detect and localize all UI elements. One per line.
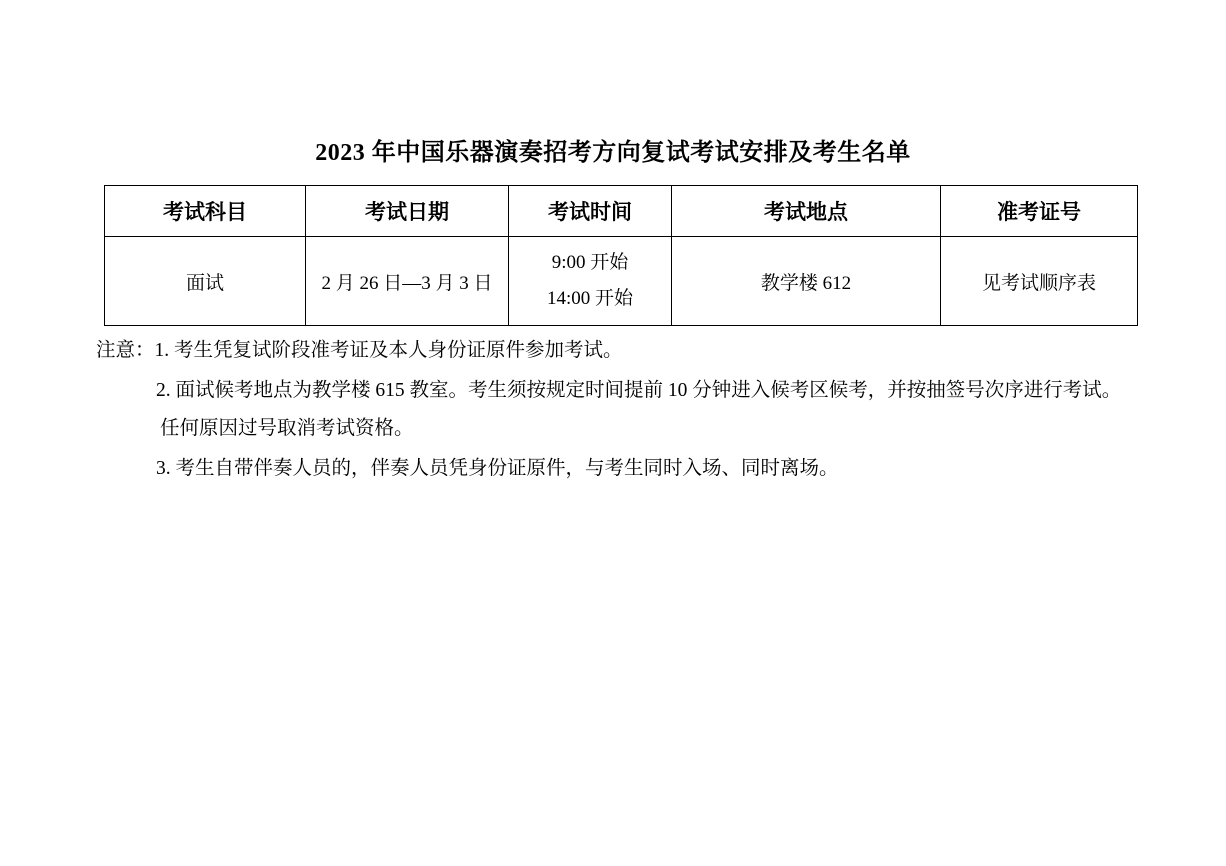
- cell-ticket: 见考试顺序表: [941, 237, 1138, 326]
- table-header-time: 考试时间: [509, 186, 672, 237]
- note-item-3: 3. 考生自带伴奏人员的，伴奏人员凭身份证原件，与考生同时入场、同时离场。: [156, 458, 839, 480]
- table-row: [105, 237, 1138, 326]
- cell-time-line-2: 14:00 开始: [546, 288, 634, 309]
- table-header-ticket: 准考证号: [941, 186, 1138, 237]
- cell-subject: 面试: [105, 237, 306, 326]
- exam-schedule-table: [104, 185, 1138, 326]
- cell-time: [509, 237, 672, 326]
- cell-place: 教学楼 612: [672, 237, 941, 326]
- note-item-2: 2. 面试候考地点为教学楼 615 教室。考生须按规定时间提前 10 分钟进入候考区候考，并按抽签号次序进行考试。任何原因过号取消考试资格。: [156, 380, 1122, 440]
- notes-label: 注意：: [96, 340, 155, 361]
- cell-time-line-1: 9:00 开始: [551, 251, 629, 273]
- note-item-1-text: 1. 考生凭复试阶段准考证及本人身份证原件参加考试。: [154, 340, 623, 361]
- note-item-1: [96, 332, 1136, 370]
- cell-date: 2 月 26 日—3 月 3 日: [306, 237, 509, 326]
- table-header-subject: 考试科目: [105, 186, 306, 237]
- table-header-row: [105, 186, 1138, 237]
- table-header-date: 考试日期: [306, 186, 509, 237]
- notes-section: [96, 332, 1136, 488]
- page-title: 2023 年中国乐器演奏招考方向复试考试安排及考生名单: [315, 140, 911, 166]
- table-header-place: 考试地点: [672, 186, 941, 237]
